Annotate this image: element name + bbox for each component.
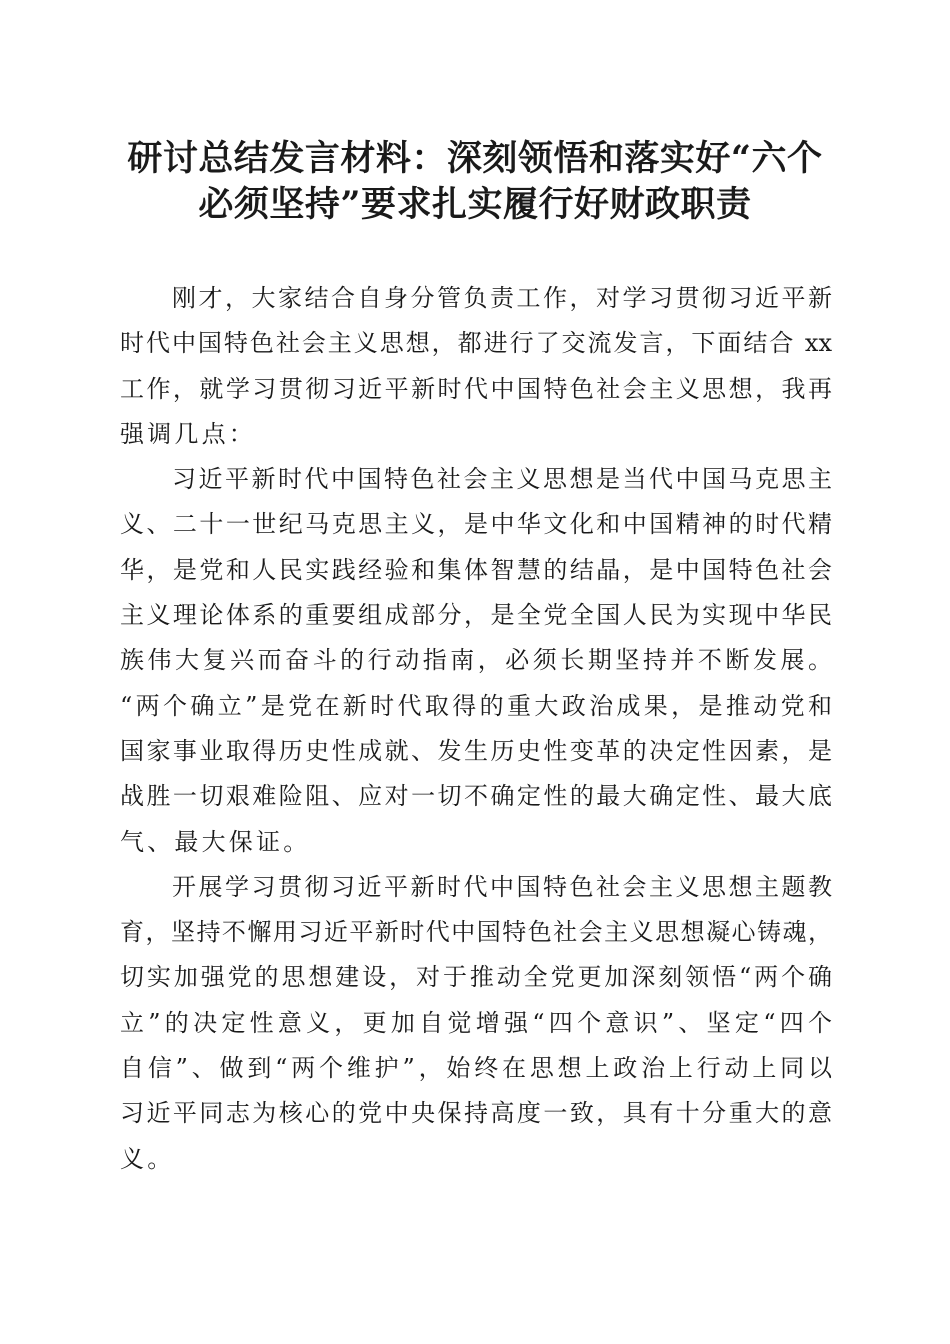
document-title [100, 136, 850, 228]
paragraph-line: 习近平同志为核心的党中央保持高度一致，具有十分重大的意 [120, 1099, 832, 1128]
paragraph-line: 国家事业取得历史性成就、发生历史性变革的决定性因素，是 [120, 736, 832, 765]
paragraph-2 [120, 457, 832, 865]
paragraph-line: 习近平新时代中国特色社会主义思想是当代中国马克思主 [172, 465, 832, 494]
paragraph-line: 工作，就学习贯彻习近平新时代中国特色社会主义思想，我再 [120, 374, 832, 403]
paragraph-line: 主义理论体系的重要组成部分，是全党全国人民为实现中华民 [120, 601, 832, 630]
paragraph-line: 义。 [120, 1144, 175, 1173]
document-body [120, 276, 832, 1182]
paragraph-line: 战胜一切艰难险阻、应对一切不确定性的最大确定性、最大底 [120, 782, 832, 811]
paragraph-line: 刚才，大家结合自身分管负责工作，对学习贯彻习近平新 [172, 284, 832, 312]
title-line-2: 必须坚持”要求扎实履行好财政职责 [198, 184, 752, 225]
paragraph-1 [120, 276, 832, 457]
paragraph-line: 华，是党和人民实践经验和集体智慧的结晶，是中国特色社会 [120, 555, 832, 584]
paragraph-line: 自信”、做到“两个维护”，始终在思想上政治上行动上同以 [120, 1054, 832, 1083]
paragraph-line: 立”的决定性意义，更加自觉增强“四个意识”、坚定“四个 [120, 1008, 832, 1037]
paragraph-line: 气、最大保证。 [120, 827, 311, 856]
paragraph-line: 时代中国特色社会主义思想，都进行了交流发言，下面结合 xx [120, 329, 832, 358]
paragraph-line: 切实加强党的思想建设，对于推动全党更加深刻领悟“两个确 [120, 963, 832, 992]
paragraph-line: 族伟大复兴而奋斗的行动指南，必须长期坚持并不断发展。 [120, 646, 832, 675]
paragraph-3 [120, 865, 832, 1182]
paragraph-line: “两个确立”是党在新时代取得的重大政治成果，是推动党和 [120, 691, 832, 720]
paragraph-line: 开展学习贯彻习近平新时代中国特色社会主义思想主题教 [172, 872, 832, 901]
paragraph-line: 强调几点： [120, 419, 256, 448]
title-line-1: 研讨总结发言材料：深刻领悟和落实好“六个 [127, 138, 823, 179]
paragraph-line: 义、二十一世纪马克思主义，是中华文化和中国精神的时代精 [120, 510, 832, 539]
paragraph-line: 育，坚持不懈用习近平新时代中国特色社会主义思想凝心铸魂， [120, 918, 832, 947]
